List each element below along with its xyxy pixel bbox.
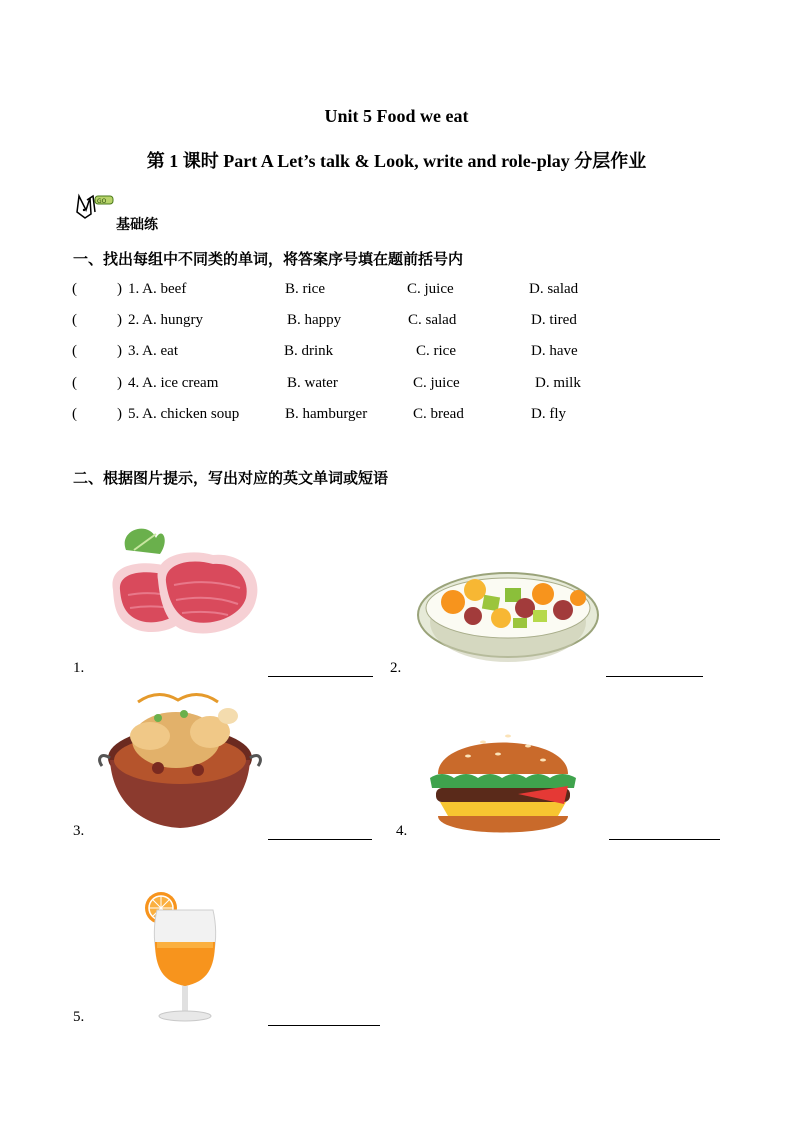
option-b: B. water — [287, 375, 338, 391]
option-a: 3. A. eat — [128, 343, 178, 359]
option-d: D. milk — [535, 375, 581, 391]
option-c: C. rice — [416, 343, 456, 359]
option-a: 2. A. hungry — [128, 312, 203, 328]
option-b: B. happy — [287, 312, 342, 328]
option-d: D. have — [531, 343, 578, 359]
answer-blank-3[interactable] — [268, 839, 372, 840]
option-b: B. drink — [284, 343, 334, 359]
svg-text:GO: GO — [97, 198, 107, 205]
answer-blank-5[interactable] — [268, 1025, 380, 1026]
bunny-icon — [73, 192, 115, 222]
option-d: D. tired — [531, 312, 577, 328]
option-d: D. salad — [529, 281, 579, 297]
bracket-open: ( — [72, 406, 77, 422]
item-number: 4. — [396, 823, 408, 839]
bracket-open: ( — [72, 375, 77, 391]
item-number: 2. — [390, 660, 402, 676]
item-number: 3. — [73, 823, 85, 839]
option-b: B. hamburger — [285, 406, 368, 422]
section2-heading: 二、根据图片提示，写出对应的英文单词或短语 — [73, 469, 389, 487]
option-a: 1. A. beef — [128, 281, 187, 297]
answer-blank-4[interactable] — [609, 839, 720, 840]
answer-blank-2[interactable] — [606, 676, 703, 677]
option-c: C. bread — [413, 406, 464, 422]
hamburger-icon — [428, 712, 578, 847]
item-number: 5. — [73, 1009, 85, 1025]
juice-icon — [143, 886, 223, 1026]
page-title: Unit 5 Food we eat — [324, 106, 469, 126]
bracket-open: ( — [72, 312, 77, 328]
bracket-close: ) — [117, 343, 122, 359]
chicken-soup-icon — [98, 688, 263, 833]
beef-icon — [108, 520, 268, 650]
level-label: 基础练 — [116, 217, 158, 233]
option-c: C. salad — [408, 312, 457, 328]
option-c: C. juice — [413, 375, 460, 391]
bracket-close: ) — [117, 406, 122, 422]
option-a: 4. A. ice cream — [128, 375, 219, 391]
option-a: 5. A. chicken soup — [128, 406, 240, 422]
bracket-open: ( — [72, 281, 77, 297]
bracket-open: ( — [72, 343, 77, 359]
option-b: B. rice — [285, 281, 325, 297]
page-subtitle: 第 1 课时 Part A Let’s talk & Look, write and role-play 分层作业 — [146, 151, 647, 171]
bracket-close: ) — [117, 281, 122, 297]
bracket-close: ) — [117, 375, 122, 391]
option-d: D. fly — [531, 406, 566, 422]
answer-blank-1[interactable] — [268, 676, 373, 677]
salad-icon — [413, 560, 603, 670]
item-number: 1. — [73, 660, 85, 676]
option-c: C. juice — [407, 281, 454, 297]
section1-heading: 一、找出每组中不同类的单词，将答案序号填在题前括号内 — [73, 250, 464, 268]
bracket-close: ) — [117, 312, 122, 328]
